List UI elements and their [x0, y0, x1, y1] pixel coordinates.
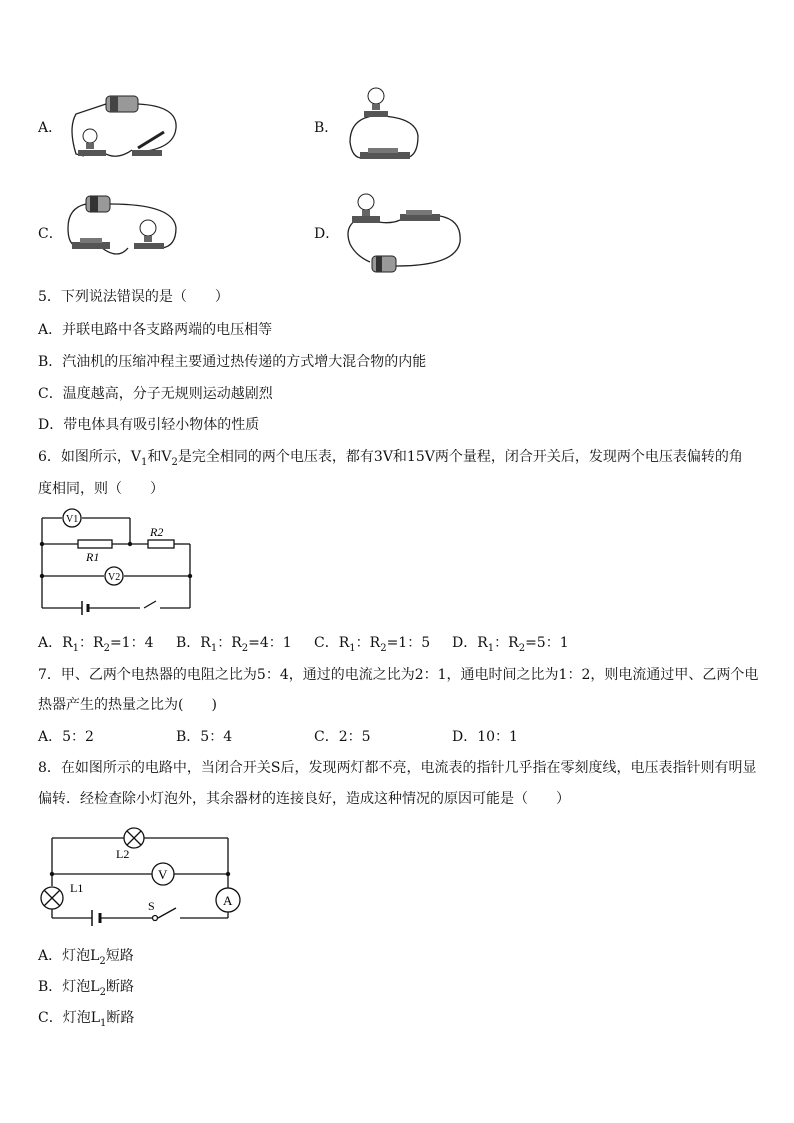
q7-stem-line1: 7．甲、乙两个电热器的电阻之比为5：4，通过的电流之比为2：1，通电时间之比为1：2，则电流通过甲、乙两个电: [38, 667, 759, 683]
q6-option-d: D．$R_1$：$R_2=5$：1: [452, 635, 569, 654]
q7-option-b: B．5：4: [176, 729, 233, 745]
q8-v-label: V: [158, 867, 168, 882]
q8-option-b: B．灯泡$L_2$断路: [38, 979, 134, 998]
q4-option-d-label: D．: [314, 226, 340, 242]
q4-figure-d: [340, 192, 464, 274]
q8-s-label: S: [148, 899, 155, 913]
q6-v1-label: V1: [66, 514, 79, 525]
q6-v2-label: V2: [108, 572, 121, 583]
q8-l2-label: L2: [116, 847, 130, 861]
q5-option-d: D．带电体具有吸引轻小物体的性质: [38, 417, 260, 433]
q6-option-c: C．$R_1$：$R_2=1$：5: [314, 635, 431, 654]
q8-l1-label: L1: [70, 881, 84, 895]
q5-option-b: B．汽油机的压缩冲程主要通过热传递的方式增大混合物的内能: [38, 354, 427, 370]
q7-stem-line2: 热器产生的热量之比为( ): [38, 697, 217, 713]
q6-r1-label: R1: [86, 550, 100, 564]
q8-option-a: A．灯泡$L_2$短路: [38, 948, 134, 967]
q6-r2-label: R2: [150, 525, 164, 539]
q4-option-b-label: B．: [314, 120, 339, 136]
q8-a-label: A: [223, 893, 233, 908]
q4-option-a-label: A．: [38, 120, 63, 136]
q7-option-a: A．5：2: [38, 729, 94, 745]
q5-option-c: C．温度越高，分子无规则运动越剧烈: [38, 386, 273, 402]
q8-option-c: C．灯泡$L_1$断路: [38, 1010, 135, 1029]
q4-figure-c: [62, 188, 186, 268]
q8-stem-line2: 偏转．经检查除小灯泡外，其余器材的连接良好，造成这种情况的原因可能是（ ）: [38, 791, 570, 807]
q4-figure-b: [344, 82, 434, 166]
q5-option-a: A．并联电路中各支路两端的电压相等: [38, 322, 273, 338]
q6-option-a: A．$R_1$：$R_2=1$：4: [38, 635, 154, 654]
q6-stem-line1: 6．如图所示，$V_1$和$V_2$是完全相同的两个电压表，都有3V和15V两个量程，闭合开关后，发现两个电压表偏转的角: [38, 449, 743, 468]
q4-figure-a: [66, 88, 186, 168]
q6-circuit-diagram: [38, 508, 194, 614]
q6-option-b: B．$R_1$：$R_2=4$：1: [176, 635, 292, 654]
q6-stem-line2: 度相同，则（ ）: [38, 481, 164, 497]
q4-option-c-label: C．: [38, 226, 63, 242]
q5-stem: 5．下列说法错误的是（ ）: [38, 289, 229, 305]
q8-stem-line1: 8．在如图所示的电路中，当闭合开关S后，发现两灯都不亮，电流表的指针几乎指在零刻度线，电压表指针则有明显: [38, 760, 757, 776]
q8-circuit-diagram: [40, 818, 246, 926]
q7-option-d: D．10：1: [452, 729, 518, 745]
q7-option-c: C．2：5: [314, 729, 371, 745]
